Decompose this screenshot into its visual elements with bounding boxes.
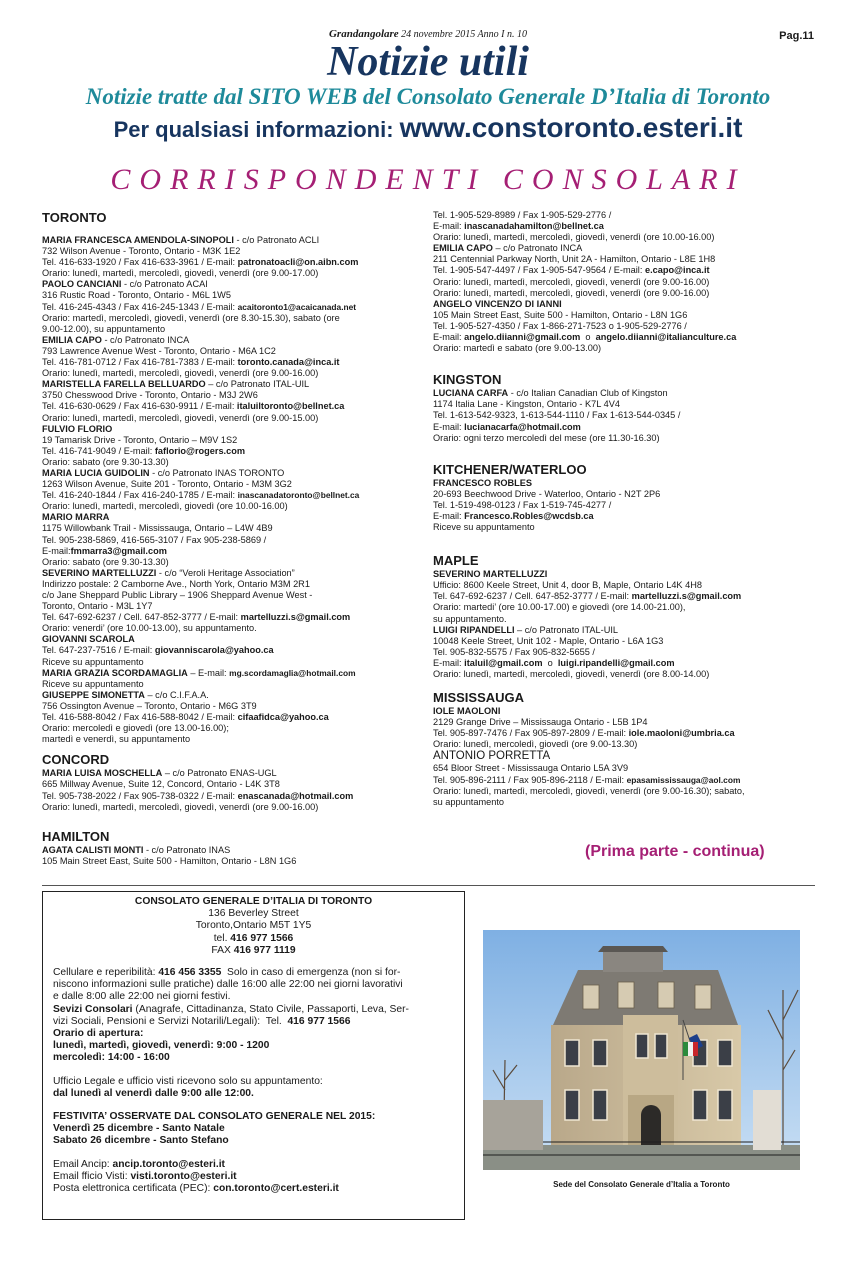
address: 1175 Willowbank Trail - Mississauga, Ontario – L4W 4B9 <box>42 523 273 534</box>
email-label: E-mail: <box>42 545 71 556</box>
legal-office-info <box>53 1076 455 1100</box>
emergency-text: e dalle 8:00 alle 22:00 nei giorni festivi. <box>53 991 231 1003</box>
contact-name: MARISTELLA FARELLA BELLUARDO <box>42 379 206 390</box>
hours: Orario: sabato (ore 9.30-13.30) <box>42 556 169 567</box>
separator: o <box>580 332 596 343</box>
info-label: Per qualsiasi informazioni: <box>113 117 394 142</box>
email-link[interactable]: cifaafidca@yahoo.ca <box>237 712 329 723</box>
list-item <box>433 750 818 807</box>
list-item <box>42 512 422 567</box>
email-link[interactable]: inascanadahamilton@bellnet.ca <box>464 221 604 232</box>
list-item <box>42 468 422 512</box>
hours: Riceve su appuntamento <box>42 678 144 689</box>
consulate-building-image <box>483 930 800 1170</box>
page-title: Notizie utili <box>327 39 529 85</box>
hours: Orario: lunedì, martedì, mercoledì, giovedì, venerdì (ore 9.00-17.00) <box>42 268 319 279</box>
contact-org: - c/o Patronato INCA <box>101 334 190 345</box>
email-label: E-mail: <box>433 510 465 521</box>
email-link[interactable]: angelo.diianni@italianculture.ca <box>595 332 737 343</box>
services-text: (Anagrafe, Cittadinanza, Stato Civile, Passaporti, Leva, Ser- <box>132 1003 409 1015</box>
separator: o <box>542 657 558 668</box>
email-link[interactable]: con.toronto@cert.esteri.it <box>213 1183 339 1195</box>
consulate-info-box <box>42 891 465 1220</box>
address: 10048 Keele Street, Unit 102 - Maple, Ontario - L6A 1G3 <box>433 635 664 646</box>
phone: Tel. 905-832-5575 / Fax 905-832-5655 / <box>433 646 595 657</box>
email-label: Email Ancip: <box>53 1158 113 1170</box>
list-item <box>433 243 818 298</box>
contact-name: LUCIANA CARFA <box>433 388 509 399</box>
list-item <box>42 379 422 423</box>
list-item <box>42 424 422 468</box>
list-item <box>42 568 422 635</box>
holiday-item: Venerdì 25 dicembre - Santo Natale <box>53 1123 225 1135</box>
hours: 9.00-12.00), su appuntamento <box>42 323 166 334</box>
contact-org: – c/o Patronato INCA <box>492 243 583 254</box>
contact-org: - c/o Patronato ACLI <box>233 235 320 245</box>
consulate-city: Toronto,Ontario M5T 1Y5 <box>195 920 312 932</box>
hours: Orario: ogni terzo mercoledì del mese (ore 11.30-16.30) <box>433 432 660 443</box>
email-link[interactable]: epasamississauga@aol.com <box>626 774 741 785</box>
address: 2129 Grange Drive – Mississauga Ontario - L5B 1P4 <box>433 717 648 728</box>
address: 211 Centennial Parkway North, Unit 2A - Hamilton, Ontario - L8E 1H8 <box>433 254 716 265</box>
contact-name: MARIO MARRA <box>42 512 110 523</box>
contact-org: - c/o “Veroli Heritage Association” <box>156 567 295 578</box>
divider <box>42 885 815 886</box>
address: 793 Lawrence Avenue West - Toronto, Ontario - M6A 1C2 <box>42 345 276 356</box>
phone: Tel. 416-240-1844 / Fax 416-240-1785 / E-mail: <box>42 490 238 501</box>
email-link[interactable]: lucianacarfa@hotmail.com <box>464 421 581 432</box>
list-item <box>433 706 818 750</box>
phone: Tel. 647-692-6237 / Cell. 647-852-3777 / E-mail: <box>433 591 632 602</box>
phone: Tel. 416-781-0712 / Fax 416-781-7383 / E-mail: <box>42 357 238 368</box>
emergency-info <box>53 967 455 1065</box>
email-link[interactable]: fmmarra3@gmail.com <box>70 545 167 556</box>
address: 105 Main Street East, Suite 500 - Hamilton, Ontario - L8N 1G6 <box>42 855 297 866</box>
list-item <box>433 569 818 624</box>
phone: Tel. 905-238-5869, 416-565-3107 / Fax 905-238-5869 / <box>42 534 267 545</box>
contact-org: - c/o Patronato INAS TORONTO <box>149 467 285 478</box>
cell-number: 416 456 3355 <box>158 967 222 979</box>
legal-office-text: Ufficio Legale e ufficio visti ricevono solo su appuntamento: <box>53 1075 323 1087</box>
hours: Orario: lunedì, martedì, mercoledì, giovedì (ore 10.00-16.00) <box>42 501 288 512</box>
contact-org: - c/o Patronato ACAI <box>121 279 208 290</box>
email-link[interactable]: italuil@gmail.com <box>464 657 543 668</box>
email-link[interactable]: italuiltoronto@bellnet.ca <box>236 401 345 412</box>
hours: su appuntamento. <box>433 613 507 624</box>
address: 654 Bloor Street - Mississauga Ontario L5A 3V9 <box>433 763 629 774</box>
continued-note: (Prima parte - continua) <box>585 843 765 860</box>
email-label: E-mail: <box>433 332 465 343</box>
hours: Orario: martedì e sabato (ore 9.00-13.00) <box>433 343 602 354</box>
hours: Orario: lunedì, martedì, mercoledì, giovedì, venerdì (ore 9.00-16.00) <box>42 801 319 812</box>
hours: martedì e venerdì, su appuntamento <box>42 734 191 745</box>
page-subtitle: Notizie tratte dal SITO WEB del Consolato Generale D’Italia di Toronto <box>85 84 771 109</box>
consulate-street: 136 Beverley Street <box>208 908 299 920</box>
contact-name: ANTONIO PORRETTA <box>433 750 551 763</box>
hours: Orario: sabato (ore 9.30-13.30) <box>42 456 169 467</box>
contact-org: – c/o Patronato ENAS-UGL <box>162 768 277 779</box>
consulate-header <box>43 896 464 957</box>
contact-name: FULVIO FLORIO <box>42 423 113 434</box>
list-item <box>433 388 818 443</box>
opening-hours: mercoledì: 14:00 - 16:00 <box>53 1052 170 1064</box>
consulate-emails <box>53 1159 455 1196</box>
hours: Orario: lunedì, martedì, mercoledì, giovedì, venerdì (ore 9.00-16.30); sabato, <box>433 785 745 796</box>
phone: Tel. 1-905-547-4497 / Fax 1-905-547-9564 / E-mail: <box>433 265 645 276</box>
hours: Orario: lunedì, martedì, mercoledì, giovedì, venerdì (ore 9.00-16.00) <box>42 368 319 379</box>
phone: Tel. 416-630-0629 / Fax 416-630-9911 / E-mail: <box>42 401 237 412</box>
email-link[interactable]: enascanada@hotmail.com <box>237 790 354 801</box>
paper-name: Grandangolare <box>328 28 399 40</box>
tel-label: tel. <box>213 932 231 944</box>
list-item <box>42 690 422 745</box>
cell-label: Cellulare e reperibilità: <box>53 967 159 979</box>
holidays-title: FESTIVITA’ OSSERVATE DAL CONSOLATO GENERALE NEL 2015: <box>53 1111 376 1123</box>
page-number: Pag.11 <box>779 30 814 42</box>
tel-number: 416 977 1566 <box>230 932 294 944</box>
hours: Orario: martedi’ (ore 10.00-17.00) e giovedì (ore 14.00-21.00), <box>433 602 686 613</box>
emergency-text: niscono informazioni sulle pratiche) dalle 16:00 alle 22:00 nei giorni lavorativi <box>53 979 403 991</box>
phone: Tel. 647-692-6237 / Cell. 647-852-3777 / E-mail: <box>42 612 241 623</box>
opening-hours: lunedì, martedì, giovedì, venerdì: 9:00 - 1200 <box>53 1040 270 1052</box>
email-link[interactable]: mg.scordamaglia@hotmail.com <box>229 667 356 678</box>
address: 20-693 Beechwood Drive - Waterloo, Ontario - N2T 2P6 <box>433 488 661 499</box>
email-link[interactable]: angelo.diianni@gmail.com <box>464 332 581 343</box>
email-link[interactable]: martelluzzi.s@gmail.com <box>240 612 351 623</box>
hours: Riceve su appuntamento <box>42 656 144 667</box>
services-text: vizi Sociali, Pensioni e Servizi Notarili/Legali): Tel. <box>53 1015 288 1027</box>
contact-name: MARIA LUCIA GUIDOLIN <box>42 467 150 478</box>
phone: Tel. 1-905-529-8989 / Fax 1-905-529-2776 / <box>433 210 612 220</box>
list-item <box>433 625 818 680</box>
phone: Tel. 416-245-4343 / Fax 416-245-1343 / E-mail: <box>42 301 238 312</box>
email-link[interactable]: inascanadatoronto@bellnet.ca <box>237 490 360 501</box>
email-link[interactable]: patronatoacli@on.aibn.com <box>237 257 359 268</box>
section-heading: CORRISPONDENTI CONSOLARI <box>110 163 746 196</box>
list-item <box>433 210 818 243</box>
info-line <box>0 112 856 146</box>
email-label: E-mail: <box>433 657 465 668</box>
phone: Tel. 647-237-7516 / E-mail: <box>42 645 155 656</box>
phone: Tel. 905-896-2111 / Fax 905-896-2118 / E-mail: <box>433 774 627 785</box>
contact-name: PAOLO CANCIANI <box>42 279 122 290</box>
list-item <box>42 335 422 379</box>
contact-name: MARIA GRAZIA SCORDAMAGLIA <box>42 667 188 678</box>
email-link[interactable]: martelluzzi.s@gmail.com <box>631 591 742 602</box>
email-link[interactable]: acaitoronto1@acaicanada.net <box>237 301 357 312</box>
contact-name: GIOVANNI SCAROLA <box>42 634 135 645</box>
contact-name: ANGELO VINCENZO DI IANNI <box>433 298 562 309</box>
contact-name: EMILIA CAPO <box>433 243 493 254</box>
address: 3750 Chesswood Drive - Toronto, Ontario - M3J 2W6 <box>42 390 258 401</box>
list-item <box>433 478 818 533</box>
phone: Tel. 905-897-7476 / Fax 905-897-2809 / E-mail: <box>433 728 629 739</box>
contact-name: MARIA FRANCESCA AMENDOLA-SINOPOLI <box>42 235 234 245</box>
address: 1263 Wilson Avenue, Suite 201 - Toronto, Ontario - M3M 3G2 <box>42 479 292 490</box>
contact-name: FRANCESCO ROBLES <box>433 477 533 488</box>
consulate-name: CONSOLATO GENERALE D’ITALIA DI TORONTO <box>134 896 373 907</box>
hours: Orario: lunedì, martedì, mercoledì, giovedì, venerdì (ore 9.00-15.00) <box>42 412 319 423</box>
email-link[interactable]: toronto.canada@inca.it <box>237 357 340 368</box>
opening-hours-label: Orario di apertura: <box>53 1028 144 1040</box>
address: Ufficio: 8600 Keele Street, Unit 4, door B, Maple, Ontario L4K 4H8 <box>433 580 702 591</box>
list-item <box>42 634 422 667</box>
address: 665 Millway Avenue, Suite 12, Concord, Ontario - L4K 3T8 <box>42 779 280 790</box>
city-toronto: TORONTO <box>42 210 107 225</box>
address: 19 Tamarisk Drive - Toronto, Ontario – M9V 1S2 <box>42 434 238 445</box>
contact-name: SEVERINO MARTELLUZZI <box>433 569 548 580</box>
address: Toronto, Ontario - M3L 1Y7 <box>42 601 153 612</box>
address: 105 Main Street East, Suite 500 - Hamilton, Ontario - L8N 1G6 <box>433 309 688 320</box>
phone: Tel. 1-519-498-0123 / Fax 1-519-745-4277 / <box>433 499 612 510</box>
hours: Orario: venerdi’ (ore 10.00-13.00), su appuntamento. <box>42 623 257 634</box>
email-label: Posta elettronica certificata (PEC): <box>53 1183 214 1195</box>
list-item <box>42 235 422 279</box>
city-kitchener-waterloo: KITCHENER/WATERLOO <box>433 461 587 477</box>
email-link[interactable]: e.capo@inca.it <box>644 265 710 276</box>
photo-caption: Sede del Consolato Generale d’Italia a Toronto <box>553 1180 730 1189</box>
consulate-body <box>43 967 464 1195</box>
phone: Tel. 905-738-2022 / Fax 905-738-0322 / E-mail: <box>42 790 238 801</box>
fax-number: 416 977 1119 <box>233 944 296 956</box>
consulate-photo <box>483 930 800 1170</box>
list-item <box>42 768 422 812</box>
contact-org: - c/o Italian Canadian Club of Kingston <box>508 388 668 399</box>
contact-name: EMILIA CAPO <box>42 334 102 345</box>
hours: Riceve su appuntamento <box>433 522 535 533</box>
fax-label: FAX <box>211 944 234 956</box>
email-link[interactable]: giovanniscarola@yahoo.ca <box>154 645 274 656</box>
contact-name: GIUSEPPE SIMONETTA <box>42 689 145 700</box>
right-column <box>433 210 818 808</box>
issue-info: 24 novembre 2015 Anno I n. 10 <box>401 29 527 40</box>
contact-name: IOLE MAOLONI <box>433 706 501 717</box>
list-item <box>433 299 818 354</box>
hours: Orario: lunedì, martedì, mercoledì, giovedì, venerdì (ore 8.00-14.00) <box>433 669 710 679</box>
address: c/o Jane Sheppard Public Library – 1906 Sheppard Avenue West - <box>42 590 313 600</box>
services-phone: 416 977 1566 <box>287 1015 351 1027</box>
contact-name: LUIGI RIPANDELLI <box>433 624 515 635</box>
email-label: – E-mail: <box>187 667 230 678</box>
email-link[interactable]: luigi.ripandelli@gmail.com <box>557 657 675 668</box>
contact-name: AGATA CALISTI MONTI <box>42 844 144 855</box>
contact-org: - c/o Patronato INAS <box>143 844 231 855</box>
city-mississauga: MISSISSAUGA <box>433 690 525 706</box>
hours: Orario: mercoledì e giovedì (ore 13.00-16.00); <box>42 723 229 734</box>
email-link[interactable]: ancip.toronto@esteri.it <box>112 1158 225 1170</box>
phone: Tel. 416-741-9049 / E-mail: <box>42 445 155 456</box>
phone: Tel. 416-588-8042 / Fax 416-588-8042 / E-mail: <box>42 712 238 723</box>
contact-name: SEVERINO MARTELLUZZI <box>42 567 157 578</box>
email-link[interactable]: visti.toronto@esteri.it <box>130 1170 237 1182</box>
left-column <box>42 210 422 867</box>
email-link[interactable]: faflorio@rogers.com <box>154 445 246 456</box>
hours: su appuntamento <box>433 796 505 807</box>
legal-office-hours: dal lunedì al venerdì dalle 9:00 alle 12:00. <box>53 1087 254 1099</box>
address: Indirizzo postale: 2 Camborne Ave., North York, Ontario M3M 2R1 <box>42 578 310 589</box>
hours: Orario: lunedì, martedì, mercoledì, giovedì, venerdì (ore 10.00-16.00) <box>433 232 715 243</box>
hours: Orario: lunedì, mercoledì, giovedì (ore 9.00-13.30) <box>433 739 638 750</box>
phone: Tel. 416-633-1920 / Fax 416-633-3961 / E-mail: <box>42 257 238 268</box>
info-url[interactable]: www.constoronto.esteri.it <box>399 112 743 143</box>
city-maple: MAPLE <box>433 553 479 569</box>
contact-org: – c/o Patronato ITAL-UIL <box>205 379 310 390</box>
city-concord: CONCORD <box>42 752 110 768</box>
holiday-item: Sabato 26 dicembre - Santo Stefano <box>53 1135 229 1147</box>
email-label: Email fficio Visti: <box>53 1170 131 1182</box>
hours: Orario: lunedì, martedì, mercoledì, giovedì, venerdì (ore 9.00-16.00) <box>433 276 710 287</box>
address: 1174 Italia Lane - Kingston, Ontario - K7L 4V4 <box>433 399 620 410</box>
address: 316 Rustic Road - Toronto, Ontario - M6L 1W5 <box>42 290 231 301</box>
address: 732 Wilson Avenue - Toronto, Ontario - M3K 1E2 <box>42 246 241 257</box>
phone: Tel. 1-613-542-9323, 1-613-544-1110 / Fax 1-613-544-0345 / <box>433 410 681 421</box>
hours: Orario: lunedì, martedì, mercoledì, giovedì, venerdì (ore 9.00-16.00) <box>433 287 710 298</box>
email-label: E-mail: <box>433 421 465 432</box>
services-label: Sevizi Consolari <box>53 1003 133 1015</box>
address: 756 Ossington Avenue – Toronto, Ontario - M6G 3T9 <box>42 700 257 711</box>
list-item <box>42 668 422 690</box>
city-hamilton: HAMILTON <box>42 828 110 844</box>
contact-org: – c/o Patronato ITAL-UIL <box>514 624 618 635</box>
email-link[interactable]: iole.maoloni@umbria.ca <box>628 728 735 739</box>
emergency-text: Solo in caso di emergenza (non si for- <box>221 967 401 979</box>
list-item <box>42 279 422 334</box>
contact-org: – c/o C.I.F.A.A. <box>144 689 209 700</box>
contact-name: MARIA LUISA MOSCHELLA <box>42 768 163 779</box>
list-item <box>42 845 422 867</box>
email-link[interactable]: Francesco.Robles@wcdsb.ca <box>464 510 594 521</box>
phone: Tel. 1-905-527-4350 / Fax 1-866-271-7523 o 1-905-529-2776 / <box>433 320 687 331</box>
hours: Orario: martedì, mercoledì, giovedì, venerdì (ore 8.30-15.30), sabato (ore <box>42 312 340 323</box>
holidays <box>53 1111 455 1148</box>
email-label: E-mail: <box>433 221 465 232</box>
city-kingston: KINGSTON <box>433 372 502 388</box>
